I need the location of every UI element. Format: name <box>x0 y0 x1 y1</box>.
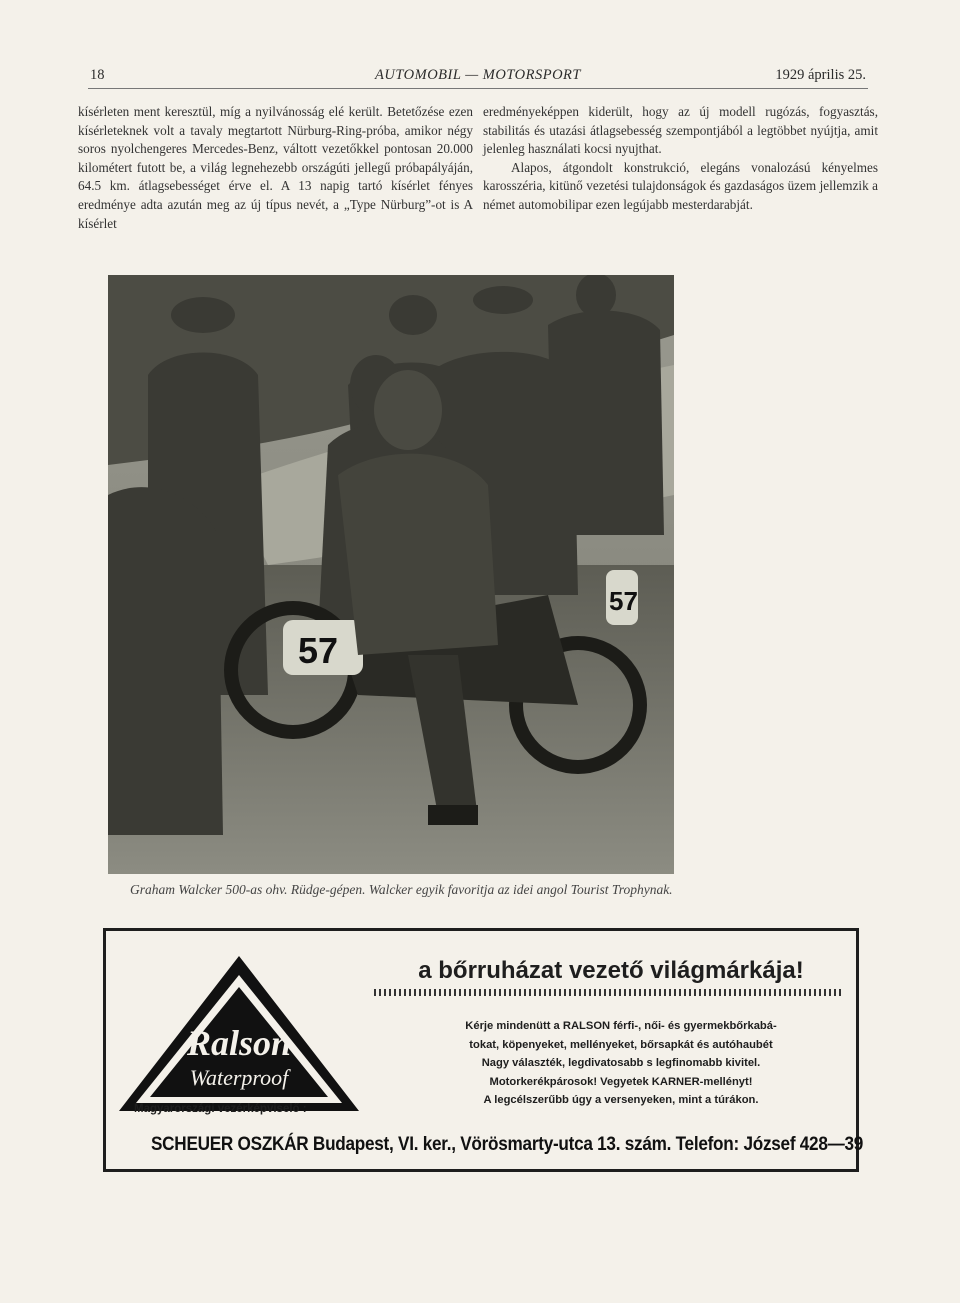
race-photo <box>108 275 674 874</box>
logo-ralson-text: Ralson <box>186 1023 292 1063</box>
representative-label: Magyarországi vezérképviselő : <box>134 1103 307 1115</box>
left-column-text: kísérleten ment keresztül, míg a nyilvánosság elé került. Betetőzése ezen kísérleteknek volt a tavaly megtartott Nürburg-Ring-próba, amikor négy soros nyolchengeres Mercedes-Benz, váltott vezetőkkel pontosan 20.000 kilométert futott be, a világ legnehezebb országúti jellegű próbapályáján, 64.5 km. átlagsebességet érve el. A 13 napig tartó kísérlet fényes eredménye adta azután meg az új típus nevét, a „Type Nürburg”-ot is A kísérlet <box>78 104 473 231</box>
ad-body-line: tokat, köpenyeket, mellényeket, bőrsapkát és autóhaubét <box>469 1038 773 1051</box>
ad-body-line: A legcélszerűbb úgy a versenyeken, mint a túrákon. <box>483 1094 759 1107</box>
issue-date: 1929 április 25. <box>775 67 866 83</box>
ad-slogan: a bőrruházat vezető világmárkája! <box>418 957 804 984</box>
decorative-pattern <box>374 989 844 996</box>
race-number-side: 57 <box>609 586 638 616</box>
logo-waterproof-text: Waterproof <box>189 1065 289 1090</box>
magazine-title: AUTOMOBIL — MOTORSPORT <box>375 67 581 83</box>
ad-body-line: Motorkerékpárosok! Vegyetek KARNER-mellényt! <box>489 1075 753 1088</box>
article-right-column <box>483 103 878 215</box>
ralson-advertisement <box>103 928 864 1172</box>
ad-footer-address: SCHEUER OSZKÁR Budapest, VI. ker., Vörösmarty-utca 13. szám. Telefon: József 428—39 <box>151 1133 864 1155</box>
right-column-paragraph-2: Alapos, átgondolt konstrukció, elegáns vonalozású kényelmes karosszéria, kitünő vezetési tulajdonságok és gazdaságos üzem jellemzik a német automobilipar ezen legújabb mesterdarabját. <box>483 159 878 212</box>
article-left-column <box>78 103 473 233</box>
ralson-logo <box>114 951 364 1121</box>
race-number-front: 57 <box>298 630 339 671</box>
photo-caption: Graham Walcker 500-as ohv. Rüdge-gépen. Walcker egyik favoritja az idei angol Tourist Trophynak. <box>130 882 673 897</box>
page-number: 18 <box>90 67 105 83</box>
right-column-paragraph-1: eredményeképpen kiderült, hogy az új modell rugózás, fogyasztás, stabilitás és utazási átlagsebesség szempontjából a legtöbbet nyújtja, amit jelenleg használati kocsi nyujthat. <box>483 104 878 157</box>
ad-body-line: Kérje mindenütt a RALSON férfi-, női- és gyermekbőrkabá- <box>465 1020 777 1032</box>
ad-body <box>391 1017 851 1110</box>
ad-body-line: Nagy választék, legdivatosabb s legfinomabb kivitel. <box>481 1057 761 1070</box>
page-header <box>88 64 868 89</box>
